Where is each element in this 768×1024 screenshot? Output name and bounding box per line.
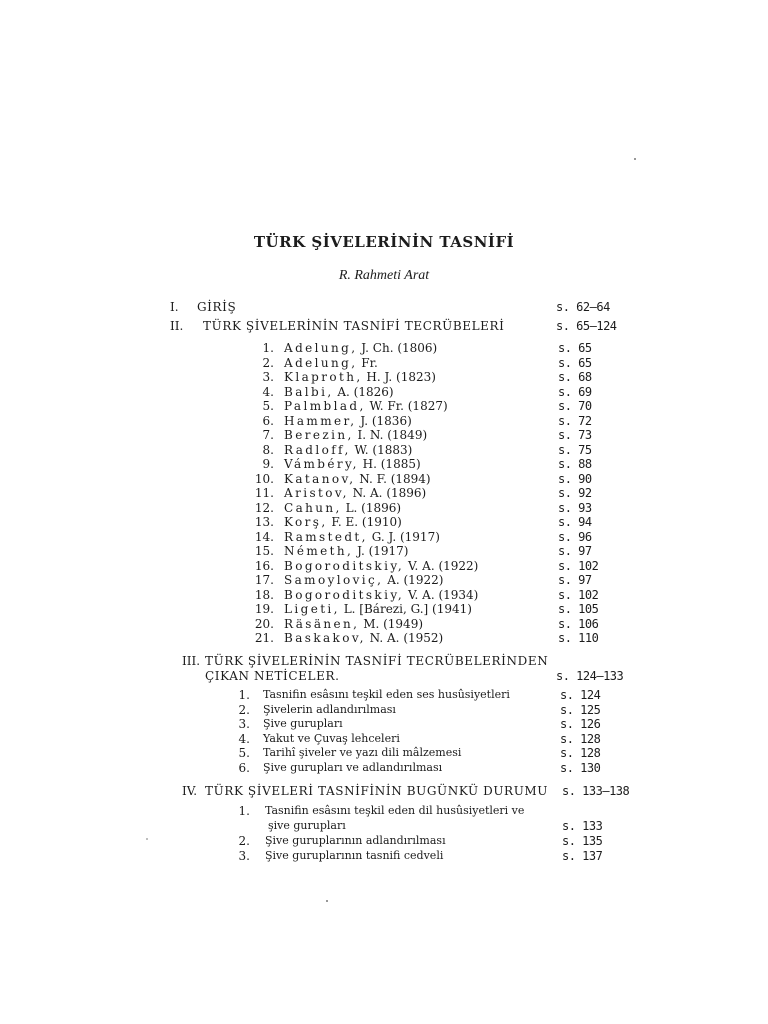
item-number: 17. [254, 573, 274, 587]
list-item [0, 443, 768, 457]
item-number: 19. [254, 602, 274, 616]
item-entry [284, 588, 478, 602]
item-page: s. 75 [558, 442, 592, 457]
item-number: 7. [262, 428, 274, 442]
item-text: Şive guruplarının adlandırılması [265, 834, 446, 847]
author-details: W. (1883) [354, 442, 413, 457]
list-item [0, 761, 768, 775]
item-page: s. 69 [558, 384, 592, 399]
item-page: s. 65 [558, 341, 592, 355]
item-entry [284, 486, 426, 500]
item-page: s. 92 [558, 486, 592, 500]
item-entry [284, 370, 436, 384]
item-text: Tarihî şiveler ve yazı dili mâlzemesi [263, 746, 462, 760]
list-item [0, 631, 768, 645]
author-details: G. J. (1917) [371, 529, 440, 544]
list-item [0, 732, 768, 746]
list-item [0, 544, 768, 558]
item-page: s. 137 [562, 849, 603, 863]
section-pages: s. 65—124 [556, 319, 617, 333]
list-item [0, 341, 768, 355]
author-surname: Ramstedt, [284, 529, 368, 544]
item-entry [284, 385, 394, 399]
item-number: 1. [262, 341, 274, 355]
item-text: Yakut ve Çuvaş lehceleri [263, 731, 400, 745]
item-entry [284, 631, 443, 645]
author-surname: Aristov, [284, 486, 349, 500]
item-page: s. 90 [558, 471, 592, 486]
item-page: s. 97 [558, 544, 592, 558]
item-page: s. 133 [562, 819, 603, 833]
section-number: I. [170, 300, 179, 314]
item-page: s. 105 [558, 602, 599, 616]
item-page: s. 65 [558, 355, 592, 370]
item-page: s. 68 [558, 370, 592, 384]
list-item [0, 703, 768, 717]
item-text: Tasnifin esâsını teşkil eden dil husûsiyetleri ve [265, 804, 525, 817]
author-details: W. Fr. (1827) [369, 399, 448, 413]
item-number: 1. [238, 688, 250, 702]
author-details: V. A. (1934) [407, 587, 479, 602]
item-page: s. 128 [560, 746, 601, 761]
author-details: F. E. (1910) [331, 515, 402, 529]
item-page: s. 93 [558, 500, 592, 515]
item-page: s. 124 [560, 688, 601, 702]
item-page: s. 70 [558, 399, 592, 413]
item-page: s. 102 [558, 587, 599, 602]
section-title: TÜRK ŞİVELERİNİN TASNİFİ TECRÜBELERİ [203, 319, 505, 333]
item-entry [284, 617, 423, 631]
section-pages: s. 133—138 [562, 784, 630, 798]
author-surname: Samoyloviç, [284, 573, 384, 587]
list-item [0, 385, 768, 399]
item-number: 3. [238, 849, 250, 863]
author-details: J. Ch. (1806) [361, 341, 438, 355]
list-item [0, 370, 768, 384]
item-entry [284, 573, 443, 587]
list-item [0, 399, 768, 413]
item-text: Şive gurupları [263, 717, 343, 731]
item-entry [284, 443, 412, 457]
author-details: L. (1896) [345, 500, 402, 515]
author-surname: Korş, [284, 515, 328, 529]
item-page: s. 106 [558, 616, 599, 631]
list-item [0, 356, 768, 370]
item-number: 16. [254, 558, 274, 573]
author-surname: Klaproth, [284, 370, 363, 384]
item-page: s. 73 [558, 428, 592, 442]
author-details: Fr. [361, 355, 378, 370]
section-number: IV. [182, 784, 198, 798]
author-details: H. (1885) [362, 457, 421, 471]
author-surname: Radloff, [284, 442, 351, 457]
author-surname: Hammer, [284, 413, 357, 428]
item-page: s. 88 [558, 457, 592, 471]
author-details: I. N. (1849) [357, 428, 428, 442]
item-page: s. 102 [558, 558, 599, 573]
list-item [0, 414, 768, 428]
item-entry [284, 515, 402, 529]
section-title-continued: ÇIKAN NETİCELER. [205, 669, 340, 683]
item-page: s. 125 [560, 702, 601, 717]
item-number: 21. [254, 631, 274, 645]
author-surname: Berezin, [284, 428, 354, 442]
list-item [0, 501, 768, 515]
author-surname: Adelung, [284, 355, 358, 370]
item-number: 10. [254, 471, 274, 486]
item-page: s. 130 [560, 761, 601, 775]
section-pages: s. 62—64 [556, 300, 610, 314]
item-entry [284, 399, 448, 413]
section-title: TÜRK ŞİVELERİNİN TASNİFİ TECRÜBELERİNDEN [205, 654, 549, 668]
list-item [0, 573, 768, 587]
author-surname: Katanov, [284, 471, 356, 486]
item-page: s. 128 [560, 731, 601, 746]
item-text: Tasnifin esâsını teşkil eden ses husûsiyetleri [263, 688, 510, 701]
item-number: 8. [262, 442, 274, 457]
author-surname: Vámbéry, [284, 457, 359, 471]
item-page: s. 96 [558, 529, 592, 544]
author-surname: Räsänen, [284, 616, 360, 631]
author-details: A. (1826) [337, 384, 394, 399]
author-details: V. A. (1922) [407, 558, 479, 573]
author-surname: Baskakov, [284, 631, 366, 645]
item-entry [284, 414, 412, 428]
item-entry [284, 530, 440, 544]
section-number: II. [170, 319, 184, 333]
section-title: GİRİŞ [197, 300, 237, 314]
author-details: L. [Bárezi, G.] (1941) [343, 602, 472, 616]
author-surname: Németh, [284, 544, 354, 558]
list-item [0, 428, 768, 442]
scan-speck [326, 900, 328, 902]
author-surname: Adelung, [284, 341, 358, 355]
list-item [0, 486, 768, 500]
item-page: s. 72 [558, 413, 592, 428]
list-item [0, 746, 768, 760]
author-surname: Bogoroditskiy, [284, 587, 405, 602]
author-surname: Palmblad, [284, 399, 366, 413]
item-number: 1. [238, 804, 250, 818]
author-details: N. F. (1894) [359, 471, 431, 486]
item-entry [284, 472, 431, 486]
item-entry [284, 341, 437, 355]
item-page: s. 97 [558, 573, 592, 587]
item-number: 12. [254, 500, 274, 515]
list-item [0, 472, 768, 486]
list-item [0, 457, 768, 471]
item-number: 4. [262, 384, 274, 399]
list-item [0, 588, 768, 602]
item-entry [284, 559, 478, 573]
item-text: Şive guruplarının tasnifi cedveli [265, 849, 444, 862]
item-number: 6. [238, 761, 250, 775]
item-entry [284, 356, 378, 370]
item-number: 2. [238, 834, 250, 848]
author-surname: Bogoroditskiy, [284, 558, 405, 573]
item-page: s. 110 [558, 631, 599, 645]
item-number: 3. [238, 717, 250, 732]
author-surname: Cahun, [284, 500, 342, 515]
item-entry [284, 428, 427, 442]
author-details: N. A. (1952) [369, 631, 444, 645]
item-entry [284, 544, 409, 558]
item-number: 2. [238, 702, 250, 717]
item-number: 9. [262, 457, 274, 471]
item-entry [284, 501, 401, 515]
item-page: s. 126 [560, 717, 601, 732]
section-number: III. [182, 654, 201, 668]
list-item [0, 717, 768, 731]
list-item [0, 559, 768, 573]
author-details: J. (1836) [360, 413, 412, 428]
item-number: 18. [254, 587, 274, 602]
list-item [0, 849, 768, 879]
item-number: 20. [254, 616, 274, 631]
author-details: H. J. (1823) [366, 370, 436, 384]
list-item [0, 688, 768, 702]
author-name: R. Rahmeti Arat [338, 268, 430, 283]
scan-speck [634, 158, 636, 160]
item-text: Şive gurupları ve adlandırılması [263, 761, 443, 774]
item-number: 11. [254, 486, 274, 500]
item-entry [284, 602, 472, 616]
author-details: A. (1922) [387, 573, 444, 587]
item-number: 13. [254, 515, 274, 529]
author-details: N. A. (1896) [352, 486, 427, 500]
scan-speck [146, 838, 148, 840]
item-number: 4. [238, 731, 250, 746]
item-entry [284, 457, 421, 471]
author-details: M. (1949) [363, 616, 424, 631]
item-number: 2. [262, 355, 274, 370]
section-pages: s. 124—133 [556, 669, 624, 683]
item-page: s. 94 [558, 515, 592, 529]
item-number: 6. [262, 413, 274, 428]
item-number: 3. [262, 370, 274, 384]
author-surname: Ligeti, [284, 602, 340, 616]
list-item [0, 515, 768, 529]
author-details: J. (1917) [357, 544, 409, 558]
list-item [0, 617, 768, 631]
section-title: TÜRK ŞİVELERİ TASNİFİNİN BUGÜNKÜ DURUMU [205, 784, 549, 798]
item-text: Şivelerin adlandırılması [263, 702, 396, 716]
item-text-continued: şive gurupları [268, 819, 346, 832]
item-number: 15. [254, 544, 274, 558]
item-number: 14. [254, 529, 274, 544]
list-item [0, 804, 768, 834]
author-surname: Balbi, [284, 384, 334, 399]
list-item [0, 530, 768, 544]
item-number: 5. [238, 746, 250, 761]
list-item [0, 602, 768, 616]
item-number: 5. [262, 399, 274, 413]
page-title: TÜRK ŞİVELERİNİN TASNİFİ [253, 233, 515, 251]
item-page: s. 135 [562, 834, 603, 848]
